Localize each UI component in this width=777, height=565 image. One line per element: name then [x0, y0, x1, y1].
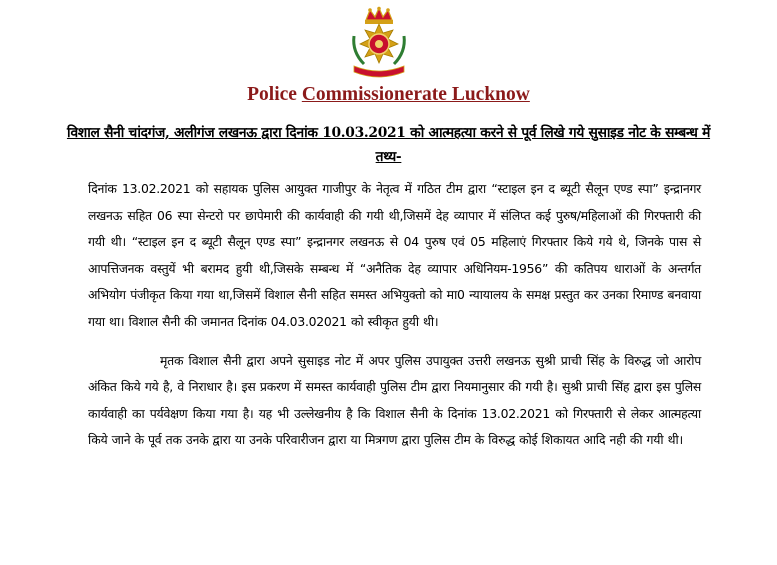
paragraph-2: मृतक विशाल सैनी द्वारा अपने सुसाइड नोट में अपर पुलिस उपायुक्त उत्तरी लखनऊ सुश्री प्राची सिंह के विरुद्ध जो आरोप अंकित किये गये है, वे निराधार है। इस प्रकरण में समस्त कार्यवाही पुलिस टीम द्वारा नियमानुसार की गयी है। सुश्री प्राची सिंह द्वारा इस पुलिस कार्यवाही का पर्यवेक्षण किया गया है। यह भी उल्लेखनीय है कि विशाल सैनी के दिनांक 13.02.2021 को गिरफ्तारी से लेकर आत्महत्या किये जाने के पूर्व तक उनके द्वारा या उनके परिवारीजन द्वारा या मित्रगण द्वारा पुलिस टीम के विरुद्ध कोई शिकायत आदि नही की गयी थी। — [88, 352, 701, 448]
organization-title — [0, 84, 777, 106]
paragraph-1: दिनांक 13.02.2021 को सहायक पुलिस आयुक्त गाजीपुर के नेतृत्व में गठित टीम द्वारा “स्टाइल इन द ब्यूटी सैलून एण्ड स्पा” इन्द्रानगर लखनऊ सहित 06 स्पा सेन्टरो पर छापेमारी की कार्यवाही की गयी थी,जिसमें देह व्यापार में संलिप्त कई पुरुष/महिलाओं की गिरफ्तारी की गयी थी। “स्टाइल इन द ब्यूटी सैलून एण्ड स्पा” इन्द्रानगर लखनऊ से 04 पुरुष एवं 05 महिलाएं गिरफ्तार किये गये थे, जिनके पास से आपत्तिजनक वस्तुयें भी बरामद हुयी थी,जिसके सम्बन्ध में “अनैतिक देह व्यापार अधिनियम-1956” की कतिपय धाराओं के अन्तर्गत अभियोग पंजीकृत किया गया था,जिसमें विशाल सैनी सहित समस्त अभियुक्तो को मा0 न्यायालय के समक्ष प्रस्तुत कर उनका रिमाण्ड बनवाया गया था। विशाल सैनी की जमानत दिनांक 04.03.02021 को स्वीकृत हुयी थी। — [88, 181, 701, 329]
org-title-underlined: Commissionerate Lucknow — [301, 84, 530, 105]
up-police-emblem-icon — [346, 6, 412, 80]
org-title-prefix: Police — [247, 84, 302, 105]
subject-heading: विशाल सैनी चांदगंज, अलीगंज लखनऊ द्वारा दिनांक 10.03.2021 को आत्महत्या करने से पूर्व लिखे गये सुसाइड नोट के सम्बन्ध में तथ्य- — [66, 125, 711, 165]
document-body — [88, 176, 701, 454]
